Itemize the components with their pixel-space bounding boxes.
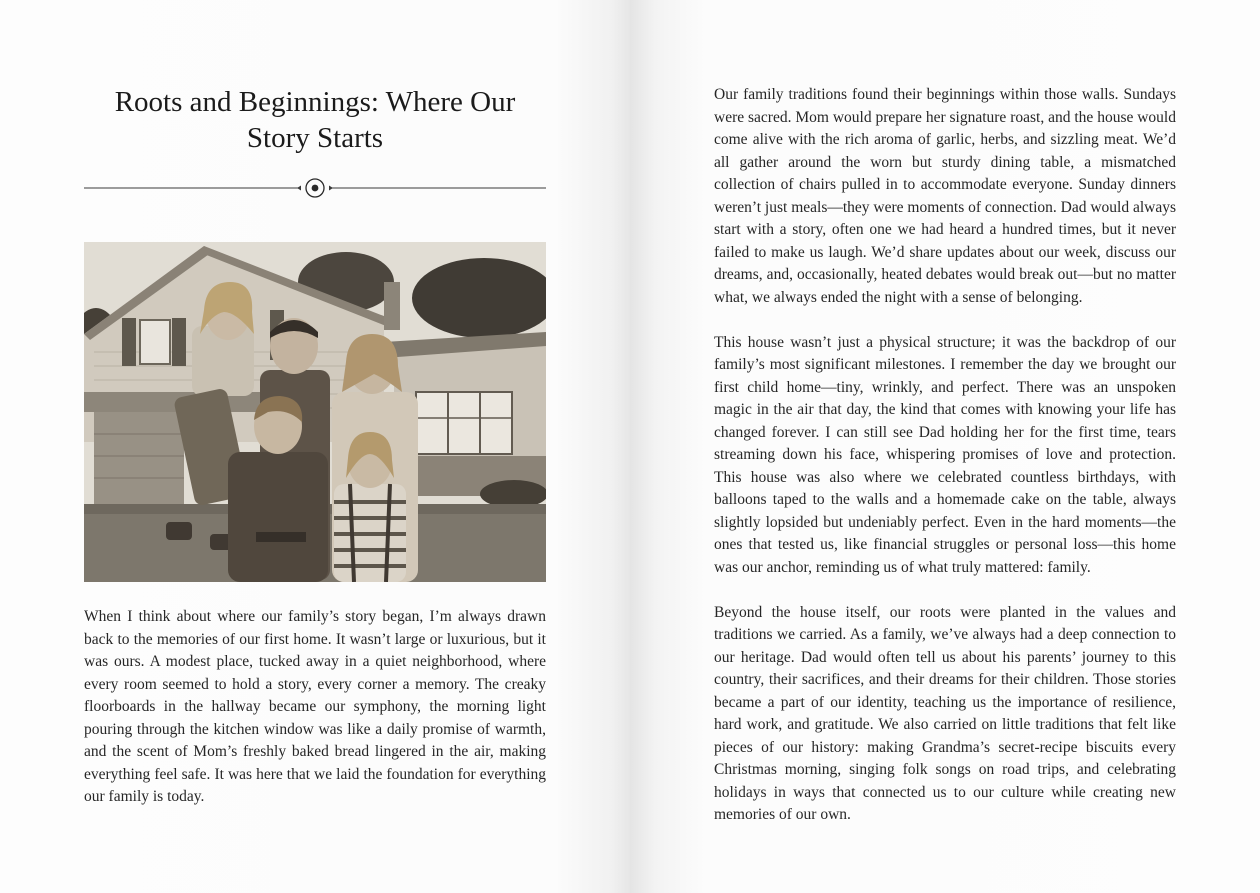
right-body-paragraph: Our family traditions found their beginnings within those walls. Sundays were sacred. Mom would prepare her signature roast, and the house would come alive with the rich aroma of garlic, herbs, and sizzling meat. We’d all gather around the worn but sturdy dining table, a mismatched collection of chairs pulled in to accommodate everyone. Sunday dinners weren’t just meals—they were moments of connection. Dad would always start with a story, often one we had heard a hundred times, but it never failed to make us laugh. We’d share updates about our week, discuss our dreams, and, occasionally, heated debates would break out—but no matter what, we always ended the night with a sense of belonging. [714, 86, 1177, 306]
right-body-paragraph: This house wasn’t just a physical structure; it was the backdrop of our family’s most significant milestones. I remember the day we brought our first child home—tiny, wrinkly, and perfect. There was an unspoken magic in the air that day, the kind that comes with knowing your life has changed forever. I can still see Dad holding her for the first time, tears streaming down his face, whispering promises of love and protection. This house was also where we celebrated countless birthdays, with balloons taped to the walls and a homemade cake on the table, always slightly lopsided but undeniably perfect. Even in the hard moments—the ones that tested us, like financial struggles or personal loss—this home was our anchor, reminding us of what truly mattered: family. [714, 333, 1176, 576]
right-body-paragraph: Beyond the house itself, our roots were planted in the values and traditions we carried. As a family, we’ve always had a deep connection to our heritage. Dad would often tell us about his parents’ journey to this country, their sacrifices, and their dreams for their children. Those stories became a part of our identity, teaching us the importance of resilience, hard work, and gratitude. We also carried on little traditions that felt like pieces of our history: making Grandma’s secret-recipe biscuits every Christmas morning, singing folk songs on road trips, and celebrating holidays in ways that connected us to our culture while creating new memories of our own. [714, 603, 1176, 823]
ornamental-divider [84, 176, 546, 200]
left-body-paragraph: When I think about where our family’s story began, I’m always drawn back to the memories of our first home. It wasn’t large or luxurious, but it was ours. A modest place, tucked away in a quiet neighborhood, where every room seemed to hold a story, every corner a memory. The creaky floorboards in the hallway became our symphony, the morning light pouring through the kitchen window was like a daily promise of warmth, and the scent of Mom’s freshly baked bread lingered in the air, making everything feel safe. It was here that we laid the foundation for everything our family is today. [84, 608, 546, 805]
family-photo [84, 242, 546, 582]
chapter-title: Roots and Beginnings: Where Our Story Starts [114, 86, 516, 154]
right-text-column [714, 84, 1176, 849]
right-page [630, 0, 1260, 893]
